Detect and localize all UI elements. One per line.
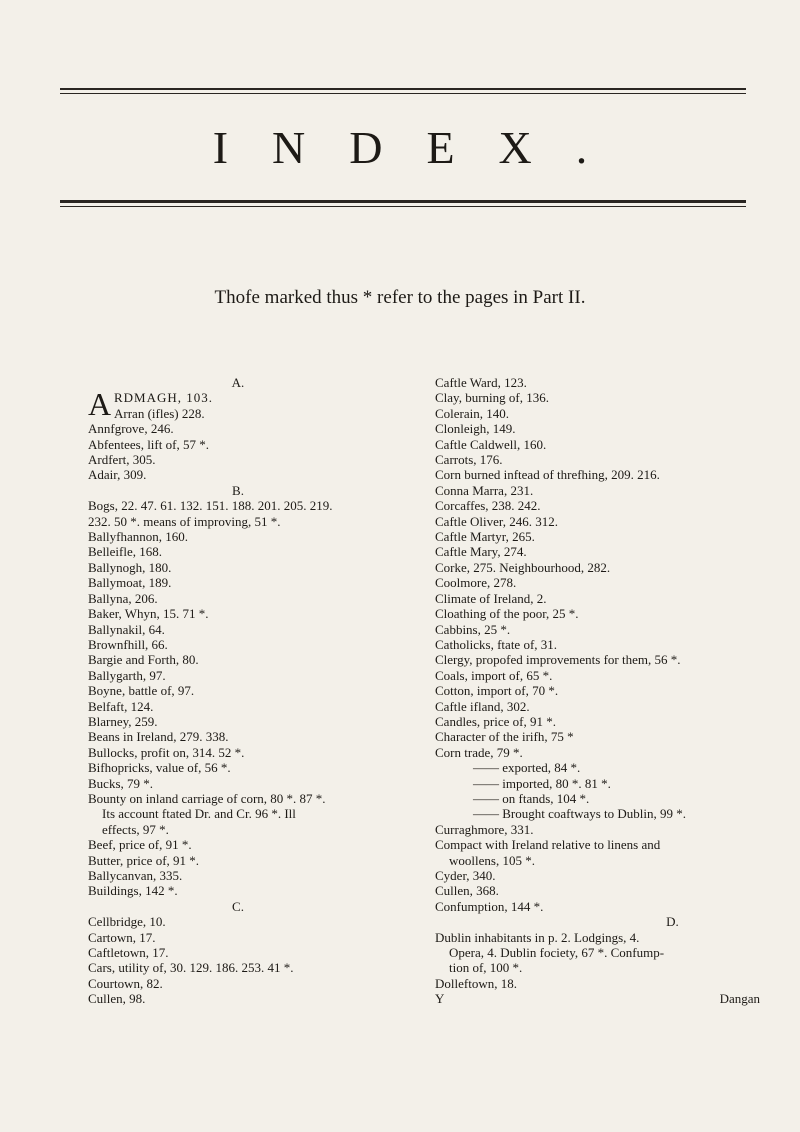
- index-entry: Belleifle, 168.: [88, 544, 163, 560]
- index-entry: Caftle Martyr, 265.: [435, 529, 535, 545]
- index-entry: Curraghmore, 331.: [435, 821, 534, 837]
- index-entry: Cabbins, 25 *.: [435, 621, 511, 637]
- index-entry: Caftle Ward, 123.: [435, 375, 527, 390]
- index-entry-continuation: woollens, 105 *.: [449, 852, 535, 868]
- index-entry: Corke, 275. Neighbourhood, 282.: [435, 559, 611, 575]
- index-entry-continuation: effects, 97 *.: [102, 821, 169, 837]
- index-entry: Ballyfhannon, 160.: [88, 529, 189, 545]
- index-entry: Cloathing of the poor, 25 *.: [435, 606, 579, 622]
- index-entry: Carrots, 176.: [435, 452, 503, 468]
- index-entry: Arran (ifles) 228.: [114, 405, 205, 421]
- section-letter-c: C.: [232, 898, 244, 914]
- index-note: Thofe marked thus * refer to the pages in Part II.: [214, 287, 586, 308]
- top-rule-thick: [60, 88, 746, 90]
- index-entry: Ballynakil, 64.: [88, 621, 165, 637]
- top-rule-thin: [60, 93, 746, 94]
- index-entry: Ardfert, 305.: [88, 452, 156, 468]
- index-entry: Compact with Ireland relative to linens and: [435, 837, 661, 853]
- section-letter-b: B.: [232, 482, 244, 498]
- index-entry: Cotton, import of, 70 *.: [435, 683, 559, 699]
- index-entry: Courtown, 82.: [88, 975, 163, 991]
- index-entry: Caftle Caldwell, 160.: [435, 436, 547, 452]
- index-entry: Annfgrove, 246.: [88, 421, 174, 437]
- index-entry: Bounty on inland carriage of corn, 80 *. 87 *.: [88, 790, 326, 806]
- index-entry: Ballyna, 206.: [88, 590, 158, 606]
- section-letter-a: A.: [231, 375, 245, 390]
- index-entry: Ballynogh, 180.: [88, 559, 172, 575]
- signature-mark: Y: [435, 991, 445, 1007]
- index-subentry: —— on ftands, 104 *.: [473, 790, 590, 806]
- index-entry-continuation: 232. 50 *. means of improving, 51 *.: [88, 513, 281, 529]
- first-entry: [88, 386, 388, 423]
- index-entry: Clonleigh, 149.: [435, 421, 516, 437]
- index-entry-continuation: Opera, 4. Dublin fociety, 67 *. Confump-: [449, 945, 665, 961]
- index-entry: Caftle Mary, 274.: [435, 544, 527, 560]
- index-entry: Coals, import of, 65 *.: [435, 667, 553, 683]
- index-entry: Bifhopricks, value of, 56 *.: [88, 760, 231, 776]
- index-entry: Climate of Ireland, 2.: [435, 590, 547, 606]
- index-entry: Character of the irifh, 75 *: [435, 729, 574, 745]
- index-entry: Belfaft, 124.: [88, 698, 154, 714]
- index-entry: Dublin inhabitants in p. 2. Lodgings, 4.: [435, 929, 640, 945]
- index-entry: Adair, 309.: [88, 467, 147, 483]
- index-entry: Corcaffes, 238. 242.: [435, 498, 541, 514]
- index-entry: Ballygarth, 97.: [88, 667, 166, 683]
- index-entry: Beans in Ireland, 279. 338.: [88, 729, 229, 745]
- index-entry: Blarney, 259.: [88, 713, 158, 729]
- index-entry: Conna Marra, 231.: [435, 482, 534, 498]
- index-entry: Cullen, 98.: [88, 991, 146, 1007]
- index-entry: Beef, price of, 91 *.: [88, 837, 192, 853]
- index-entry: Cellbridge, 10.: [88, 914, 166, 930]
- drop-cap: A: [88, 386, 112, 423]
- index-entry: Bucks, 79 *.: [88, 775, 153, 791]
- index-entry: Caftle Oliver, 246. 312.: [435, 513, 558, 529]
- index-entry: Cartown, 17.: [88, 929, 156, 945]
- index-entry: Corn burned inftead of threfhing, 209. 216.: [435, 467, 660, 483]
- index-entry: Brownfhill, 66.: [88, 636, 168, 652]
- index-entry: Caftle ifland, 302.: [435, 698, 530, 714]
- index-entry-continuation: tion of, 100 *.: [449, 960, 523, 976]
- index-entry: Ballycanvan, 335.: [88, 868, 183, 883]
- index-subentry: —— imported, 80 *. 81 *.: [473, 775, 611, 791]
- index-entry: Catholicks, ftate of, 31.: [435, 636, 558, 652]
- index-entry: Baker, Whyn, 15. 71 *.: [88, 606, 209, 622]
- index-entry: Cullen, 368.: [435, 883, 499, 899]
- index-entry: Confumption, 144 *.: [435, 898, 544, 914]
- index-entry: Dolleftown, 18.: [435, 975, 517, 991]
- page-footer: [435, 991, 760, 1006]
- index-entry: Clay, burning of, 136.: [435, 390, 549, 406]
- index-entry: RDMAGH, 103.: [114, 390, 214, 406]
- index-entry: Ballymoat, 189.: [88, 575, 172, 591]
- section-letter-d: D.: [666, 914, 679, 930]
- index-entry: Clergy, propofed improvements for them, 56 *.: [435, 652, 681, 668]
- index-entry-continuation: Its account ftated Dr. and Cr. 96 *. Ill: [102, 806, 296, 822]
- title-rule-thin: [60, 206, 746, 207]
- index-entry: Bargie and Forth, 80.: [88, 652, 199, 668]
- title-rule-thick: [60, 200, 746, 203]
- index-entry: Bullocks, profit on, 314. 52 *.: [88, 744, 245, 760]
- index-entry: Boyne, battle of, 97.: [88, 683, 195, 699]
- index-entry: Coolmore, 278.: [435, 575, 517, 591]
- index-entry: Candles, price of, 91 *.: [435, 713, 556, 729]
- page-title: INDEX.: [212, 122, 632, 173]
- index-entry: Corn trade, 79 *.: [435, 744, 523, 760]
- index-entry: Cars, utility of, 30. 129. 186. 253. 41 *.: [88, 960, 294, 976]
- index-column-right: [435, 375, 760, 1007]
- index-subentry: —— exported, 84 *.: [473, 760, 581, 776]
- index-subentry: —— Brought coaftways to Dublin, 99 *.: [473, 806, 687, 822]
- index-entry: Cyder, 340.: [435, 868, 496, 883]
- index-entry: Colerain, 140.: [435, 405, 510, 421]
- index-entry: Butter, price of, 91 *.: [88, 852, 200, 868]
- index-entry: Abfentees, lift of, 57 *.: [88, 436, 209, 452]
- index-entry: Bogs, 22. 47. 61. 132. 151. 188. 201. 205. 219.: [88, 498, 333, 514]
- index-entry: Caftletown, 17.: [88, 945, 169, 961]
- catchword: Dangan: [719, 991, 760, 1007]
- index-entry: Buildings, 142 *.: [88, 883, 178, 899]
- index-column-left: [88, 375, 388, 1007]
